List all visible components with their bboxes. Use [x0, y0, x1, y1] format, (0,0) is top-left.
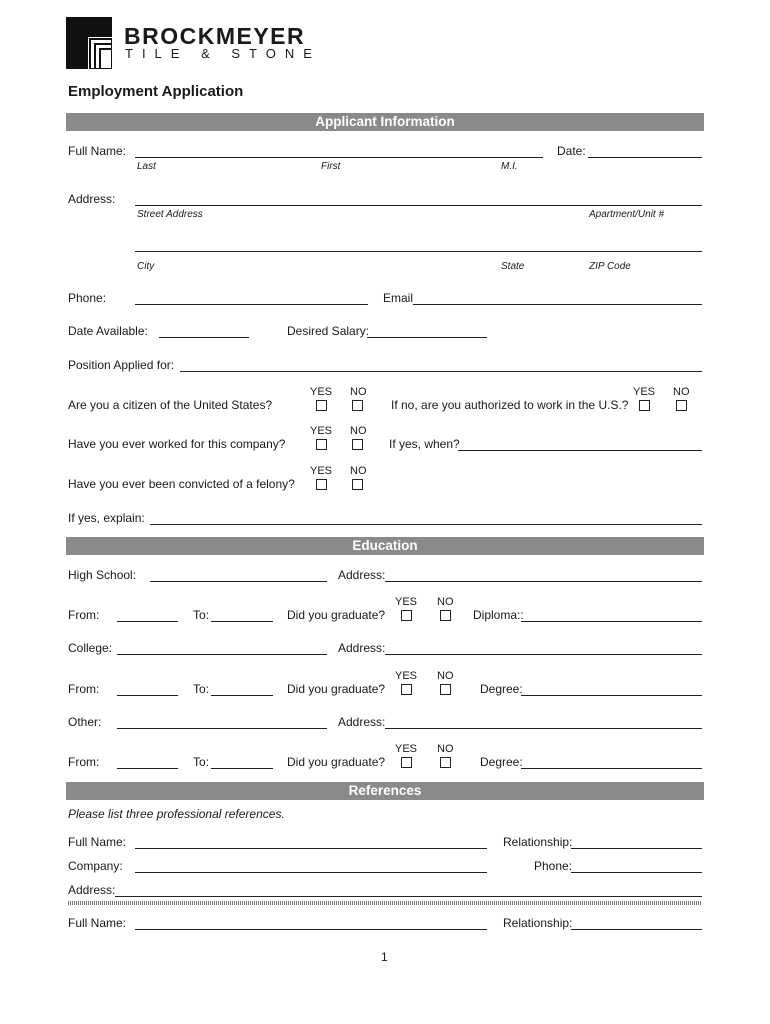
high-school-address-field[interactable]	[385, 581, 702, 582]
college-grad-no-checkbox[interactable]	[440, 684, 451, 695]
college-degree-label: Degree:	[480, 682, 523, 696]
position-label: Position Applied for:	[68, 358, 175, 372]
hs-from-field[interactable]	[117, 621, 178, 622]
authorized-yes-label: YES	[633, 386, 656, 398]
diploma-field[interactable]	[521, 621, 702, 622]
worked-yes-checkbox[interactable]	[316, 439, 327, 450]
felony-no-checkbox[interactable]	[352, 479, 363, 490]
college-degree-field[interactable]	[521, 695, 702, 696]
other-school-field[interactable]	[117, 728, 327, 729]
ref1-address-field[interactable]	[115, 896, 702, 897]
authorized-yes-checkbox[interactable]	[639, 400, 650, 411]
worked-no-label: NO	[350, 425, 367, 437]
date-available-field[interactable]	[159, 337, 249, 338]
date-available-label: Date Available:	[68, 324, 148, 338]
other-label: Other:	[68, 715, 102, 729]
ref1-relationship-label: Relationship:	[503, 835, 573, 849]
other-degree-field[interactable]	[521, 768, 702, 769]
hs-to-field[interactable]	[211, 621, 273, 622]
other-degree-label: Degree:	[480, 755, 523, 769]
ref1-phone-field[interactable]	[571, 872, 702, 873]
other-grad-no-checkbox[interactable]	[440, 757, 451, 768]
date-label: Date:	[557, 144, 586, 158]
street-address-caption: Street Address	[137, 209, 203, 220]
ref1-company-label: Company:	[68, 859, 123, 873]
high-school-field[interactable]	[150, 581, 327, 582]
hs-grad-no-checkbox[interactable]	[440, 610, 451, 621]
ref2-full-name-label: Full Name:	[68, 916, 127, 930]
college-grad-no-label: NO	[437, 670, 454, 682]
college-to-field[interactable]	[211, 695, 273, 696]
authorized-no-label: NO	[673, 386, 690, 398]
if-yes-when-label: If yes, when?	[389, 437, 460, 451]
phone-field[interactable]	[135, 304, 368, 305]
ref1-address-label: Address:	[68, 883, 116, 897]
email-field[interactable]	[413, 304, 702, 305]
hs-grad-yes-label: YES	[395, 596, 418, 608]
zip-caption: ZIP Code	[589, 261, 631, 272]
ref2-relationship-label: Relationship:	[503, 916, 573, 930]
middle-initial-caption: M.I.	[501, 161, 518, 172]
other-graduate-question: Did you graduate?	[287, 755, 386, 769]
address-label: Address:	[68, 192, 116, 206]
authorized-question: If no, are you authorized to work in the U.S.?	[391, 398, 629, 412]
ref1-full-name-label: Full Name:	[68, 835, 127, 849]
logo-mark-icon	[66, 17, 112, 69]
college-grad-yes-checkbox[interactable]	[401, 684, 412, 695]
education-section-header: Education	[66, 537, 704, 555]
college-to-label: To:	[193, 682, 210, 696]
page-number: 1	[381, 950, 388, 964]
felony-yes-checkbox[interactable]	[316, 479, 327, 490]
date-field[interactable]	[588, 157, 702, 158]
citizen-no-label: NO	[350, 386, 367, 398]
other-from-field[interactable]	[117, 768, 178, 769]
if-yes-when-field[interactable]	[458, 450, 702, 451]
felony-question: Have you ever been convicted of a felony?	[68, 477, 295, 491]
college-from-field[interactable]	[117, 695, 178, 696]
reference-divider	[68, 901, 702, 905]
citizen-no-checkbox[interactable]	[352, 400, 363, 411]
citizen-yes-checkbox[interactable]	[316, 400, 327, 411]
other-grad-yes-checkbox[interactable]	[401, 757, 412, 768]
other-grad-no-label: NO	[437, 743, 454, 755]
full-name-label: Full Name:	[68, 144, 127, 158]
college-label: College:	[68, 641, 113, 655]
ref2-relationship-field[interactable]	[571, 929, 702, 930]
city-state-zip-field[interactable]	[135, 251, 702, 252]
city-caption: City	[137, 261, 155, 272]
apartment-caption: Apartment/Unit #	[589, 209, 665, 220]
full-name-field[interactable]	[135, 157, 543, 158]
applicant-section-header: Applicant Information	[66, 113, 704, 131]
desired-salary-label: Desired Salary:	[287, 324, 370, 338]
references-instructions: Please list three professional references.	[68, 807, 285, 821]
college-graduate-question: Did you graduate?	[287, 682, 386, 696]
other-to-field[interactable]	[211, 768, 273, 769]
explain-field[interactable]	[150, 524, 702, 525]
worked-question: Have you ever worked for this company?	[68, 437, 286, 451]
college-field[interactable]	[117, 654, 327, 655]
other-from-label: From:	[68, 755, 100, 769]
other-grad-yes-label: YES	[395, 743, 418, 755]
diploma-label: Diploma::	[473, 608, 524, 622]
references-section-header: References	[66, 782, 704, 800]
ref2-full-name-field[interactable]	[135, 929, 487, 930]
ref1-full-name-field[interactable]	[135, 848, 487, 849]
other-address-label: Address:	[338, 715, 386, 729]
felony-no-label: NO	[350, 465, 367, 477]
citizen-yes-label: YES	[310, 386, 333, 398]
phone-label: Phone:	[68, 291, 107, 305]
desired-salary-field[interactable]	[367, 337, 487, 338]
authorized-no-checkbox[interactable]	[676, 400, 687, 411]
ref1-phone-label: Phone:	[534, 859, 573, 873]
state-caption: State	[501, 261, 525, 272]
ref1-company-field[interactable]	[135, 872, 487, 873]
last-name-caption: Last	[137, 161, 156, 172]
explain-label: If yes, explain:	[68, 511, 145, 525]
hs-graduate-question: Did you graduate?	[287, 608, 386, 622]
hs-to-label: To:	[193, 608, 210, 622]
page-title: Employment Application	[68, 83, 244, 100]
ref1-relationship-field[interactable]	[571, 848, 702, 849]
hs-grad-no-label: NO	[437, 596, 454, 608]
worked-yes-label: YES	[310, 425, 333, 437]
college-from-label: From:	[68, 682, 100, 696]
brand-tagline: TILE & STONE	[125, 46, 321, 61]
other-address-field[interactable]	[385, 728, 702, 729]
worked-no-checkbox[interactable]	[352, 439, 363, 450]
citizen-question: Are you a citizen of the United States?	[68, 398, 273, 412]
hs-grad-yes-checkbox[interactable]	[401, 610, 412, 621]
college-address-label: Address:	[338, 641, 386, 655]
college-address-field[interactable]	[385, 654, 702, 655]
high-school-address-label: Address:	[338, 568, 386, 582]
high-school-label: High School:	[68, 568, 137, 582]
felony-yes-label: YES	[310, 465, 333, 477]
brand-name: BROCKMEYER	[124, 23, 306, 49]
street-address-field[interactable]	[135, 205, 702, 206]
first-name-caption: First	[321, 161, 341, 172]
hs-from-label: From:	[68, 608, 100, 622]
other-to-label: To:	[193, 755, 210, 769]
email-label: Email	[383, 291, 414, 305]
position-field[interactable]	[180, 371, 702, 372]
college-grad-yes-label: YES	[395, 670, 418, 682]
